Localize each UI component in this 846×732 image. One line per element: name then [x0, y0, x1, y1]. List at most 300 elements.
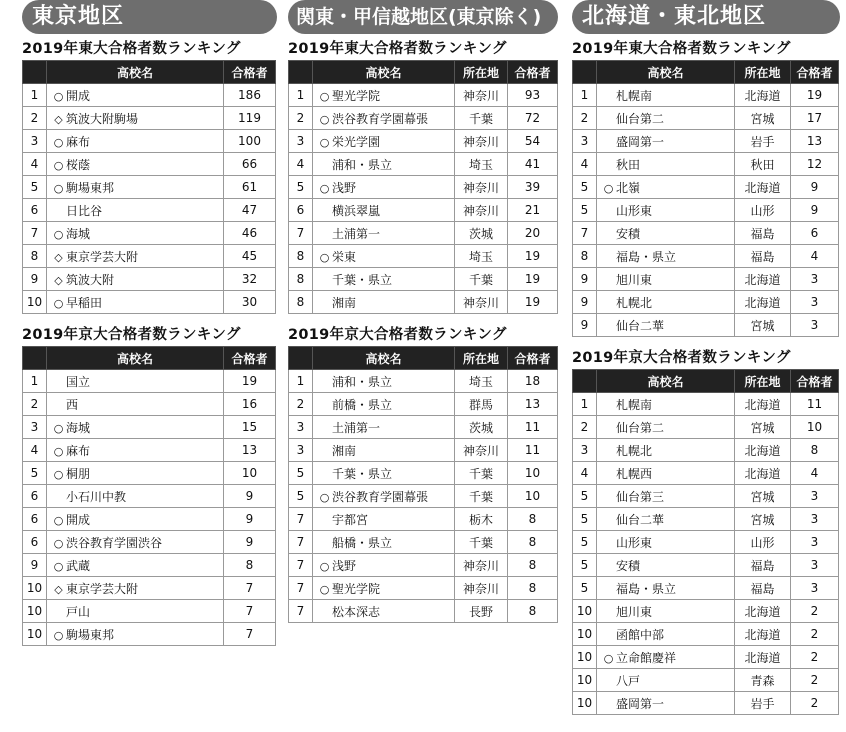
school-cell [313, 600, 455, 623]
location-cell: 北海道 [735, 291, 791, 314]
table-row [289, 291, 558, 314]
rank-cell: 2 [289, 107, 313, 130]
rank-cell: 1 [23, 370, 47, 393]
ranking-table-todai [288, 60, 558, 314]
school-cell [313, 176, 455, 199]
school-type-mark: ○ [53, 467, 64, 481]
count-cell: 46 [224, 222, 276, 245]
location-cell: 北海道 [735, 176, 791, 199]
school-cell [313, 462, 455, 485]
rank-cell: 5 [289, 462, 313, 485]
count-cell: 39 [508, 176, 558, 199]
school-cell [47, 600, 224, 623]
school-name: 渋谷教育学園渋谷 [66, 535, 163, 550]
school-type-mark: ◇ [54, 112, 63, 126]
school-name: 旭川東 [616, 604, 653, 619]
location-cell: 福島 [735, 245, 791, 268]
header-rank [573, 61, 597, 84]
school-cell [313, 485, 455, 508]
header-school: 高校名 [47, 61, 224, 84]
location-cell: 宮城 [735, 416, 791, 439]
school-cell [597, 462, 735, 485]
school-cell [47, 577, 224, 600]
school-name: 聖光学院 [332, 581, 381, 596]
ranking-title-todai: 2019年東大合格者数ランキング [572, 41, 791, 57]
rank-cell: 2 [289, 393, 313, 416]
school-cell [47, 84, 224, 107]
table-row [573, 600, 839, 623]
rank-cell: 10 [573, 623, 597, 646]
table-row [573, 485, 839, 508]
school-name: 西 [66, 397, 79, 412]
school-name: 浦和・県立 [332, 374, 393, 389]
school-cell [597, 554, 735, 577]
school-type-mark: ○ [53, 227, 64, 241]
rank-cell: 3 [573, 439, 597, 462]
count-cell: 3 [791, 577, 839, 600]
location-cell: 栃木 [455, 508, 508, 531]
school-type-mark: ○ [53, 158, 64, 172]
table-row [23, 439, 276, 462]
location-cell: 北海道 [735, 393, 791, 416]
rank-cell: 9 [573, 268, 597, 291]
table-row [289, 199, 558, 222]
table-row [573, 531, 839, 554]
location-cell: 山形 [735, 531, 791, 554]
school-cell [47, 153, 224, 176]
school-cell [313, 153, 455, 176]
school-cell [597, 176, 735, 199]
count-cell: 9 [791, 176, 839, 199]
school-name: 筑波大附駒場 [66, 111, 139, 126]
count-cell: 11 [508, 439, 558, 462]
rank-cell: 7 [289, 600, 313, 623]
count-cell: 19 [791, 84, 839, 107]
school-cell [47, 176, 224, 199]
school-name: 札幌南 [616, 397, 653, 412]
location-cell: 宮城 [735, 485, 791, 508]
location-cell: 福島 [735, 222, 791, 245]
header-location: 所在地 [455, 347, 508, 370]
school-type-mark: ○ [53, 628, 64, 642]
school-name: 土浦第一 [332, 420, 381, 435]
rank-cell: 5 [573, 577, 597, 600]
count-cell: 15 [224, 416, 276, 439]
count-cell: 7 [224, 577, 276, 600]
school-cell [597, 669, 735, 692]
location-cell: 茨城 [455, 416, 508, 439]
table-row [23, 153, 276, 176]
table-row [23, 370, 276, 393]
count-cell: 13 [791, 130, 839, 153]
school-cell [47, 439, 224, 462]
school-cell [47, 245, 224, 268]
rank-cell: 10 [573, 669, 597, 692]
rank-cell: 8 [289, 268, 313, 291]
count-cell: 20 [508, 222, 558, 245]
school-name: 千葉・県立 [332, 272, 393, 287]
count-cell: 3 [791, 314, 839, 337]
count-cell: 3 [791, 485, 839, 508]
school-type-mark: ○ [53, 181, 64, 195]
school-name: 前橋・県立 [332, 397, 393, 412]
location-cell: 神奈川 [455, 176, 508, 199]
rank-cell: 7 [289, 508, 313, 531]
rank-cell: 6 [23, 199, 47, 222]
count-cell: 19 [508, 245, 558, 268]
count-cell: 8 [508, 577, 558, 600]
table-row [289, 577, 558, 600]
location-cell: 神奈川 [455, 199, 508, 222]
region-kanto [288, 0, 558, 623]
school-type-mark: ○ [319, 250, 330, 264]
school-type-mark: ○ [53, 135, 64, 149]
school-cell [313, 577, 455, 600]
rank-cell: 2 [573, 416, 597, 439]
school-name: 山形東 [616, 535, 653, 550]
school-name: 国立 [66, 374, 91, 389]
count-cell: 9 [224, 485, 276, 508]
school-name: 早稲田 [66, 295, 103, 310]
table-row [289, 393, 558, 416]
count-cell: 7 [224, 623, 276, 646]
school-name: 浦和・県立 [332, 157, 393, 172]
school-name: 麻布 [66, 134, 91, 149]
school-name: 立命館慶祥 [616, 650, 677, 665]
rank-cell: 9 [573, 291, 597, 314]
school-name: 駒場東邦 [66, 180, 115, 195]
location-cell: 千葉 [455, 485, 508, 508]
count-cell: 8 [508, 508, 558, 531]
school-cell [313, 268, 455, 291]
school-type-mark: ○ [319, 559, 330, 573]
rank-cell: 10 [573, 600, 597, 623]
rank-cell: 7 [289, 554, 313, 577]
school-name: 栄光学園 [332, 134, 381, 149]
count-cell: 32 [224, 268, 276, 291]
count-cell: 8 [791, 439, 839, 462]
header-school: 高校名 [47, 347, 224, 370]
rank-cell: 5 [573, 508, 597, 531]
school-type-mark: ○ [603, 651, 614, 665]
rank-cell: 3 [289, 416, 313, 439]
location-cell: 北海道 [735, 600, 791, 623]
school-name: 山形東 [616, 203, 653, 218]
location-cell: 神奈川 [455, 439, 508, 462]
school-name: 浅野 [332, 180, 357, 195]
count-cell: 21 [508, 199, 558, 222]
school-cell [597, 692, 735, 715]
school-cell [597, 84, 735, 107]
count-cell: 2 [791, 623, 839, 646]
school-name: 湘南 [332, 443, 357, 458]
count-cell: 4 [791, 462, 839, 485]
location-cell: 埼玉 [455, 245, 508, 268]
count-cell: 47 [224, 199, 276, 222]
school-cell [47, 291, 224, 314]
rank-cell: 8 [573, 245, 597, 268]
location-cell: 千葉 [455, 462, 508, 485]
rank-cell: 8 [289, 291, 313, 314]
rank-cell: 1 [23, 84, 47, 107]
table-row [573, 199, 839, 222]
rank-cell: 10 [23, 623, 47, 646]
rank-cell: 10 [23, 577, 47, 600]
school-name: 麻布 [66, 443, 91, 458]
count-cell: 61 [224, 176, 276, 199]
count-cell: 12 [791, 153, 839, 176]
table-row [289, 439, 558, 462]
rank-cell: 4 [23, 153, 47, 176]
rank-cell: 7 [289, 577, 313, 600]
ranking-title-kyodai: 2019年京大合格者数ランキング [22, 327, 241, 343]
location-cell: 神奈川 [455, 291, 508, 314]
ranking-table-kyodai [288, 346, 558, 623]
school-name: 聖光学院 [332, 88, 381, 103]
location-cell: 北海道 [735, 462, 791, 485]
school-cell [597, 646, 735, 669]
school-cell [47, 554, 224, 577]
count-cell: 186 [224, 84, 276, 107]
header-rank [573, 370, 597, 393]
rank-cell: 7 [573, 222, 597, 245]
table-row [573, 107, 839, 130]
rank-cell: 6 [23, 508, 47, 531]
location-cell: 北海道 [735, 84, 791, 107]
table-row [289, 508, 558, 531]
school-cell [313, 84, 455, 107]
school-name: 盛岡第一 [616, 134, 665, 149]
table-row [289, 245, 558, 268]
school-cell [313, 554, 455, 577]
school-cell [313, 370, 455, 393]
table-row [573, 623, 839, 646]
location-cell: 青森 [735, 669, 791, 692]
header-count: 合格者 [224, 347, 276, 370]
table-row [23, 462, 276, 485]
school-name: 札幌西 [616, 466, 653, 481]
school-cell [597, 485, 735, 508]
count-cell: 2 [791, 646, 839, 669]
school-cell [47, 623, 224, 646]
school-type-mark: ○ [319, 112, 330, 126]
school-name: 土浦第一 [332, 226, 381, 241]
count-cell: 2 [791, 600, 839, 623]
count-cell: 16 [224, 393, 276, 416]
location-cell: 埼玉 [455, 370, 508, 393]
ranking-title-todai: 2019年東大合格者数ランキング [22, 41, 241, 57]
table-row [23, 268, 276, 291]
school-cell [597, 393, 735, 416]
school-name: 浅野 [332, 558, 357, 573]
rank-cell: 4 [573, 153, 597, 176]
school-name: 安積 [616, 558, 641, 573]
school-cell [597, 199, 735, 222]
school-cell [313, 291, 455, 314]
school-cell [597, 577, 735, 600]
school-name: 渋谷教育学園幕張 [332, 489, 429, 504]
count-cell: 8 [224, 554, 276, 577]
region-title: 関東・甲信越地区(東京除く) [288, 0, 558, 34]
school-name: 八戸 [616, 673, 641, 688]
count-cell: 4 [791, 245, 839, 268]
school-cell [47, 485, 224, 508]
count-cell: 10 [508, 462, 558, 485]
school-cell [47, 222, 224, 245]
school-cell [47, 416, 224, 439]
school-cell [597, 107, 735, 130]
header-school: 高校名 [597, 61, 735, 84]
table-row [289, 176, 558, 199]
school-type-mark: ○ [319, 181, 330, 195]
location-cell: 千葉 [455, 107, 508, 130]
school-cell [47, 508, 224, 531]
school-name: 駒場東邦 [66, 627, 115, 642]
table-row [573, 84, 839, 107]
table-row [23, 130, 276, 153]
table-row [23, 107, 276, 130]
school-cell [313, 508, 455, 531]
school-cell [597, 222, 735, 245]
school-cell [47, 531, 224, 554]
school-name: 仙台二華 [616, 512, 665, 527]
header-count: 合格者 [224, 61, 276, 84]
location-cell: 神奈川 [455, 84, 508, 107]
school-cell [597, 245, 735, 268]
header-rank [23, 61, 47, 84]
school-cell [313, 199, 455, 222]
rank-cell: 1 [573, 393, 597, 416]
count-cell: 119 [224, 107, 276, 130]
table-row [289, 531, 558, 554]
school-type-mark: ○ [319, 490, 330, 504]
school-cell [313, 439, 455, 462]
rank-cell: 1 [573, 84, 597, 107]
location-cell: 長野 [455, 600, 508, 623]
school-name: 盛岡第一 [616, 696, 665, 711]
school-name: 秋田 [616, 157, 641, 172]
count-cell: 13 [508, 393, 558, 416]
table-row [573, 393, 839, 416]
count-cell: 8 [508, 554, 558, 577]
rank-cell: 5 [23, 176, 47, 199]
location-cell: 北海道 [735, 268, 791, 291]
count-cell: 30 [224, 291, 276, 314]
location-cell: 北海道 [735, 439, 791, 462]
table-row [23, 199, 276, 222]
count-cell: 7 [224, 600, 276, 623]
rank-cell: 7 [289, 531, 313, 554]
count-cell: 10 [508, 485, 558, 508]
rank-cell: 3 [289, 130, 313, 153]
count-cell: 41 [508, 153, 558, 176]
ranking-table-todai [22, 60, 276, 314]
count-cell: 9 [791, 199, 839, 222]
school-type-mark: ○ [53, 421, 64, 435]
table-row [23, 222, 276, 245]
rank-cell: 5 [573, 199, 597, 222]
school-type-mark: ◇ [54, 250, 63, 264]
table-row [289, 222, 558, 245]
count-cell: 8 [508, 600, 558, 623]
location-cell: 北海道 [735, 623, 791, 646]
rank-cell: 3 [23, 130, 47, 153]
count-cell: 2 [791, 669, 839, 692]
location-cell: 千葉 [455, 531, 508, 554]
table-row [289, 462, 558, 485]
rank-cell: 5 [289, 176, 313, 199]
rank-cell: 8 [289, 245, 313, 268]
school-type-mark: ○ [319, 135, 330, 149]
header-rank [289, 61, 313, 84]
rank-cell: 4 [289, 153, 313, 176]
location-cell: 宮城 [735, 314, 791, 337]
location-cell: 岩手 [735, 130, 791, 153]
table-row [23, 393, 276, 416]
school-name: 海城 [66, 420, 91, 435]
rank-cell: 6 [289, 199, 313, 222]
school-name: 開成 [66, 512, 91, 527]
location-cell: 千葉 [455, 268, 508, 291]
school-name: 開成 [66, 88, 91, 103]
school-type-mark: ○ [53, 536, 64, 550]
school-name: 東京学芸大附 [66, 249, 139, 264]
school-name: 小石川中教 [66, 489, 127, 504]
header-school: 高校名 [597, 370, 735, 393]
school-cell [597, 268, 735, 291]
table-row [23, 84, 276, 107]
school-cell [47, 130, 224, 153]
school-cell [313, 130, 455, 153]
table-row [23, 291, 276, 314]
school-cell [313, 416, 455, 439]
location-cell: 福島 [735, 577, 791, 600]
count-cell: 3 [791, 554, 839, 577]
rank-cell: 6 [23, 485, 47, 508]
rank-cell: 10 [573, 692, 597, 715]
table-row [289, 416, 558, 439]
rank-cell: 9 [573, 314, 597, 337]
school-name: 仙台第三 [616, 489, 665, 504]
ranking-title-kyodai: 2019年京大合格者数ランキング [288, 327, 507, 343]
ranking-table-kyodai [22, 346, 276, 646]
header-count: 合格者 [791, 370, 839, 393]
count-cell: 45 [224, 245, 276, 268]
school-name: 札幌北 [616, 443, 653, 458]
table-row [573, 462, 839, 485]
school-cell [597, 314, 735, 337]
rank-cell: 10 [23, 291, 47, 314]
table-row [289, 153, 558, 176]
table-row [573, 222, 839, 245]
school-cell [47, 268, 224, 291]
table-row [289, 84, 558, 107]
school-name: 札幌北 [616, 295, 653, 310]
header-count: 合格者 [508, 347, 558, 370]
count-cell: 9 [224, 508, 276, 531]
school-cell [313, 222, 455, 245]
table-row [23, 577, 276, 600]
count-cell: 19 [224, 370, 276, 393]
table-row [23, 600, 276, 623]
table-row [573, 153, 839, 176]
location-cell: 宮城 [735, 107, 791, 130]
rank-cell: 2 [573, 107, 597, 130]
rank-cell: 3 [289, 439, 313, 462]
table-row [573, 314, 839, 337]
school-type-mark: ○ [319, 582, 330, 596]
rank-cell: 9 [23, 268, 47, 291]
